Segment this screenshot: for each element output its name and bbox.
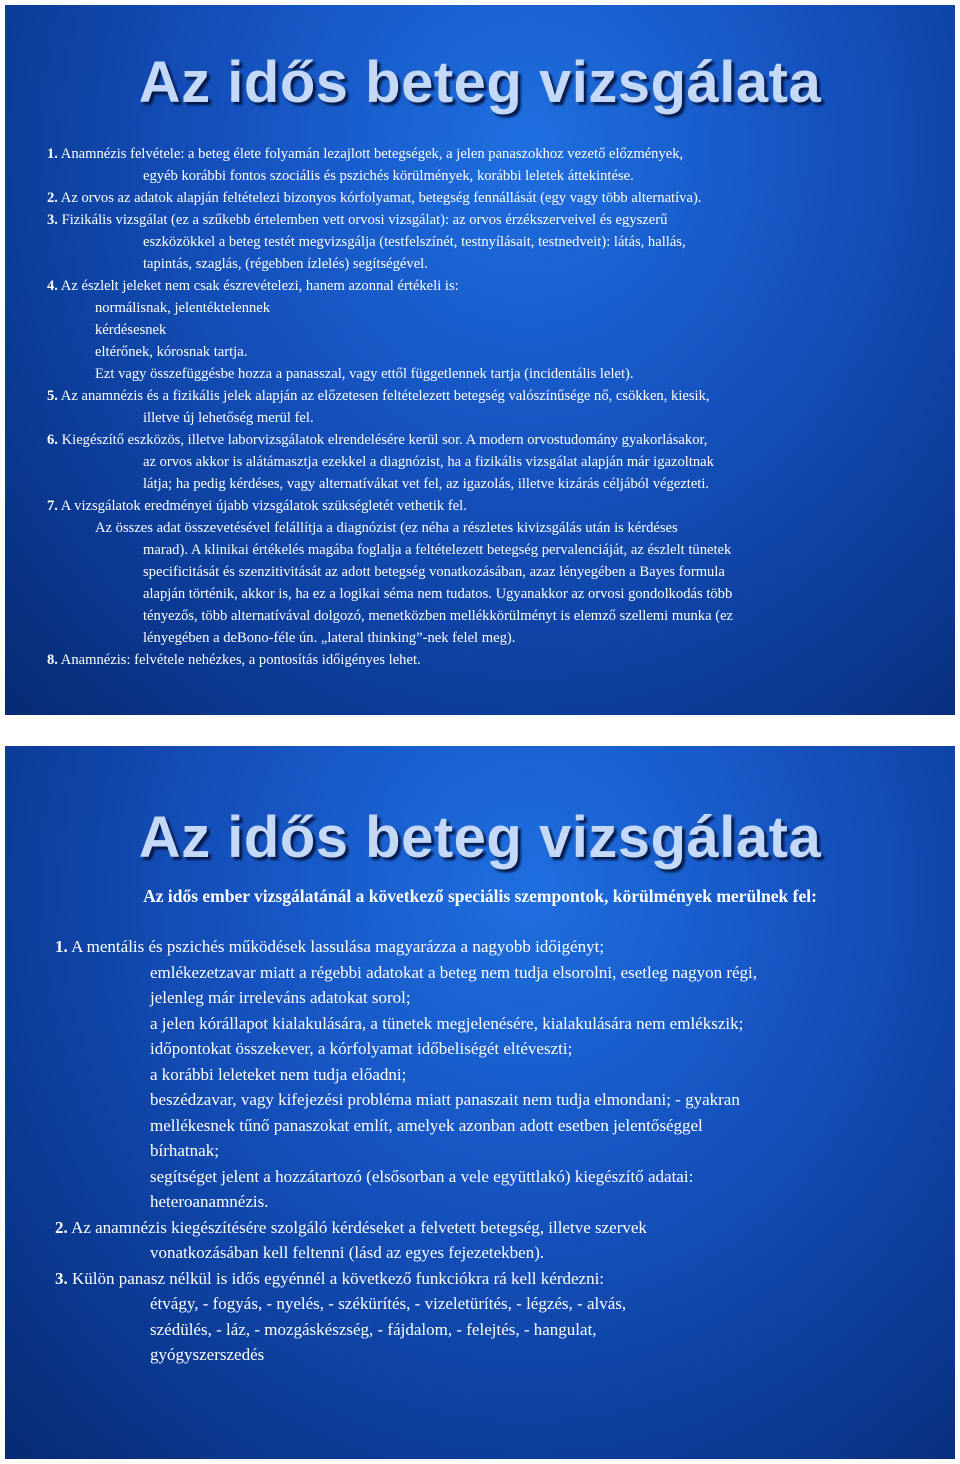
list-item-line (47, 385, 927, 407)
list-item-text: Az orvos az adatok alapján feltételezi bizonyos kórfolyamat, betegség fennállását (egy vagy több alternatíva). (60, 190, 702, 206)
list-item-text: Az anamnézis kiegészítésére szolgáló kérdéseket a felvetett betegség, illetve szervek (71, 1217, 647, 1237)
list-item-line (47, 297, 927, 319)
list-item-text: heteroanamnézis. (150, 1192, 269, 1211)
list-item-text: Fizikális vizsgálat (ez a szűkebb értelemben vett orvosi vizsgálat): az orvos érzékszerveivel és egyszerű (61, 212, 668, 228)
list-item-number: 2. (47, 190, 58, 206)
slide-1-body (47, 143, 927, 671)
list-item-line (47, 407, 927, 429)
list-item-line (55, 1164, 925, 1190)
list-item-text: vonatkozásában kell feltenni (lásd az egyes fejezetekben). (150, 1243, 545, 1262)
list-item-text: mellékesnek tűnő panaszokat említ, amelyek azonban adott esetben jelentőséggel (150, 1115, 703, 1135)
list-item-number: 2. (55, 1217, 68, 1237)
list-item-number: 3. (55, 1268, 68, 1288)
list-item-text: eszközökkel a beteg testét megvizsgálja (testfelszínét, testnyílásait, testnedveit): látás, hallás, (143, 234, 686, 250)
list-item-line (55, 1113, 925, 1139)
list-item-text: Az összes adat összevetésével felállítja a diagnózist (ez néha a részletes kivizsgálás után is kérdéses (95, 520, 678, 536)
list-item-line (47, 539, 927, 561)
list-item-line (47, 429, 927, 451)
list-item-text: az orvos akkor is alátámasztja ezekkel a diagnózist, ha a fizikális vizsgálat alapján már igazoltnak (143, 454, 714, 470)
list-item-line (47, 231, 927, 253)
list-item-number: 3. (47, 212, 58, 228)
list-item-line (47, 165, 927, 187)
list-item-line (55, 1342, 925, 1368)
list-item-text: alapján történik, akkor is, ha ez a logikai séma nem tudatos. Ugyanakkor az orvosi gondolkodás több (143, 586, 733, 602)
list-item-text: bírhatnak; (150, 1141, 219, 1160)
list-item-line (47, 363, 927, 385)
list-item-text: Az anamnézis és a fizikális jelek alapján az előzetesen feltételezett betegség valószínűsége nő, csökken, kiesik, (60, 388, 710, 404)
slide-2-body (55, 934, 925, 1368)
list-item-text: tapintás, szaglás, (régebben ízlelés) segítségével. (143, 256, 428, 272)
list-item-text: Ezt vagy összefüggésbe hozza a panasszal, vagy ettől függetlennek tartja (incidentális lelet). (95, 366, 634, 382)
list-item-text: beszédzavar, vagy kifejezési probléma miatt panaszait nem tudja elmondani; - gyakran (150, 1090, 740, 1109)
list-item-number: 1. (47, 146, 58, 162)
list-item-text: szédülés, - láz, - mozgáskészség, - fájdalom, - felejtés, - hangulat, (150, 1319, 597, 1339)
list-item-line (55, 960, 925, 986)
list-item-text: normálisnak, jelentéktelennek (95, 300, 271, 316)
list-item-text: látja; ha pedig kérdéses, vagy alternatívákat vet fel, az igazolás, illetve kizárás céljából végezteti. (143, 476, 710, 492)
slide-2 (5, 746, 955, 1459)
list-item-line (47, 627, 927, 649)
list-item-text: marad). A klinikai értékelés magába foglalja a feltételezett betegség pervalenciáját, az észlelt tünetek (143, 542, 732, 558)
list-item-number: 7. (47, 498, 58, 514)
list-item-text: emlékezetzavar miatt a régebbi adatokat a beteg nem tudja elsorolni, esetleg nagyon régi, (150, 962, 758, 982)
list-item-number: 4. (47, 278, 58, 294)
list-item-number: 6. (47, 432, 58, 448)
list-item-text: étvágy, - fogyás, - nyelés, - székürítés, - vizeletürítés, - légzés, - alvás, (150, 1294, 627, 1313)
list-item-number: 8. (47, 652, 58, 668)
list-item-line (55, 934, 925, 960)
list-item-text: A mentális és pszichés működések lassulása magyarázza a nagyobb időigényt; (71, 937, 605, 956)
list-item-line (47, 275, 927, 297)
list-item-line (55, 1215, 925, 1241)
list-item-line (47, 495, 927, 517)
list-item-line (47, 473, 927, 495)
list-item-text: segítséget jelent a hozzátartozó (elsősorban a vele együttlakó) kiegészítő adatai: (150, 1166, 694, 1186)
list-item-line (55, 985, 925, 1011)
list-item-line (55, 1062, 925, 1088)
list-item-line (55, 1189, 925, 1215)
list-item-line (47, 451, 927, 473)
list-item-text: egyéb korábbi fontos szociális és pszichés körülmények, korábbi leletek áttekintése. (143, 168, 634, 184)
list-item-line (47, 253, 927, 275)
list-item-text: gyógyszerszedés (150, 1345, 265, 1364)
slide-1 (5, 5, 955, 715)
list-item-line (47, 517, 927, 539)
list-item-text: jelenleg már irreleváns adatokat sorol; (150, 988, 411, 1007)
list-item-text: Az észlelt jeleket nem csak észrevételezi, hanem azonnal értékeli is: (60, 278, 459, 294)
list-item-line (55, 1011, 925, 1037)
list-item-line (47, 143, 927, 165)
list-item-text: specificitását és szenzitivitását az adott betegség vonatkozásában, azaz lényegében a Bayes formula (143, 564, 725, 580)
list-item-line (47, 561, 927, 583)
list-item-number: 5. (47, 388, 58, 404)
slide-2-title: Az idős beteg vizsgálata (138, 805, 822, 870)
list-item-line (55, 1087, 925, 1113)
list-item-line (47, 209, 927, 231)
list-item-number: 1. (55, 937, 68, 956)
list-item-line (47, 649, 927, 671)
list-item-line (55, 1266, 925, 1292)
list-item-line (55, 1291, 925, 1317)
list-item-line (55, 1317, 925, 1343)
list-item-text: Anamnézis: felvétele nehézkes, a pontosítás időigényes lehet. (60, 652, 421, 668)
list-item-text: Anamnézis felvétele: a beteg élete folyamán lezajlott betegségek, a jelen panaszokhoz vezető előzmények, (60, 146, 684, 162)
list-item-text: illetve új lehetőség merül fel. (143, 410, 314, 426)
list-item-line (55, 1036, 925, 1062)
list-item-text: Külön panasz nélkül is idős egyénnél a következő funkciókra rá kell kérdezni: (72, 1268, 605, 1288)
list-item-line (47, 605, 927, 627)
list-item-line (47, 187, 927, 209)
list-item-line (55, 1240, 925, 1266)
list-item-text: tényezős, több alternatívával dolgozó, menetközben mellékkörülményt is elemző szellemi munka (ez (143, 608, 734, 624)
list-item-line (55, 1138, 925, 1164)
list-item-text: A vizsgálatok eredményei újabb vizsgálatok szükségletét vethetik fel. (60, 498, 467, 514)
slide-2-subtitle: Az idős ember vizsgálatánál a következő speciális szempontok, körülmények merülnek fel: (143, 886, 817, 906)
list-item-text: a korábbi leleteket nem tudja előadni; (150, 1064, 407, 1084)
list-item-text: Kiegészítő eszközös, illetve laborvizsgálatok elrendelésére kerül sor. A modern orvostudomány gyakorlásakor, (61, 432, 708, 448)
list-item-text: kérdésesnek (95, 322, 167, 338)
list-item-text: a jelen kórállapot kialakulására, a tünetek megjelenésére, kialakulására nem emlékszik; (150, 1013, 744, 1033)
slide-1-title: Az idős beteg vizsgálata (138, 50, 822, 115)
list-item-text: időpontokat összekever, a kórfolyamat időbeliségét eltéveszti; (150, 1039, 573, 1058)
list-item-text: lényegében a deBono-féle ún. „lateral thinking”-nek felel meg). (143, 630, 516, 646)
list-item-line (47, 583, 927, 605)
list-item-line (47, 319, 927, 341)
list-item-line (47, 341, 927, 363)
list-item-text: eltérőnek, kórosnak tartja. (95, 344, 248, 360)
